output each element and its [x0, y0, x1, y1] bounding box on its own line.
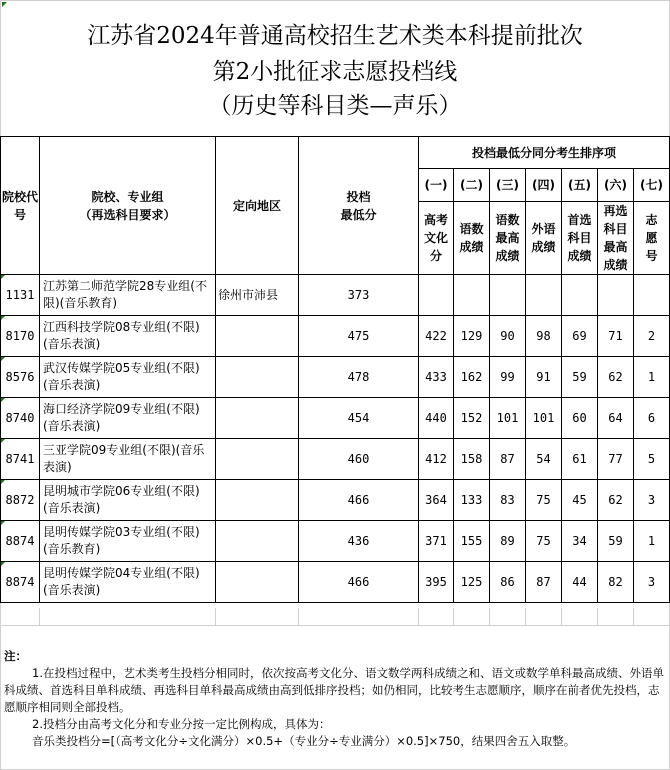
- score-table: [0, 136, 670, 603]
- header-min-score: [299, 137, 419, 275]
- cell-region: [216, 521, 299, 562]
- hdr-text: 高考: [423, 213, 448, 227]
- cell-t5: 45: [562, 480, 598, 521]
- cell-t1: 371: [419, 521, 454, 562]
- cell-code: [1, 398, 40, 439]
- hdr-text: 语数: [459, 222, 484, 236]
- hdr-text: 科目: [567, 231, 592, 245]
- cell-code: [1, 480, 40, 521]
- header-min-score-line1: 投档: [346, 189, 371, 204]
- header-tiebreak-6: (六): [598, 169, 634, 202]
- hdr-text: 成绩: [459, 240, 484, 254]
- cell-t5: 34: [562, 521, 598, 562]
- cell-code: [1, 275, 40, 316]
- cell-t4: 75: [526, 521, 562, 562]
- hdr-text: 成绩: [495, 249, 520, 263]
- header-code: [1, 137, 40, 275]
- header-tiebreak-3: (三): [490, 169, 526, 202]
- cell-t2: 152: [454, 398, 490, 439]
- cell-code: [1, 562, 40, 603]
- cell-t2: 158: [454, 439, 490, 480]
- notes-section: [4, 648, 668, 750]
- header-chinese-math-max: [490, 202, 526, 275]
- cell-t1: 395: [419, 562, 454, 603]
- cell-code: [1, 316, 40, 357]
- cell-min-score: 475: [299, 316, 419, 357]
- cell-t4: 98: [526, 316, 562, 357]
- title-line-1: 江苏省2024年普通高校招生艺术类本科提前批次: [87, 23, 583, 49]
- cell-min-score: 373: [299, 275, 419, 316]
- cell-t3: 86: [490, 562, 526, 603]
- cell-t1: 422: [419, 316, 454, 357]
- cell-t4: 87: [526, 562, 562, 603]
- cell-t7: 3: [634, 480, 670, 521]
- hdr-text: 外语: [531, 222, 556, 236]
- gridline: [453, 608, 454, 625]
- title-line-2: 第2小批征求志愿投档线: [212, 59, 458, 85]
- cell-t2: 125: [454, 562, 490, 603]
- cell-t6: 59: [598, 521, 634, 562]
- cell-group: 武汉传媒学院05专业组(不限)(音乐表演): [40, 357, 216, 398]
- gridline: [633, 608, 634, 625]
- notes-label: 注：: [4, 649, 27, 663]
- cell-t5: 61: [562, 439, 598, 480]
- header-region: 定向地区: [216, 137, 299, 275]
- header-tiebreak-1: (一): [419, 169, 454, 202]
- empty-grid-row: [0, 608, 669, 626]
- hdr-text: 号: [645, 249, 658, 263]
- cell-t5: [562, 275, 598, 316]
- cell-code: [1, 521, 40, 562]
- header-tiebreak-7: (七): [634, 169, 670, 202]
- header-preference-no: [634, 202, 670, 275]
- cell-t4: [526, 275, 562, 316]
- table-row: [1, 398, 670, 439]
- table-row: [1, 275, 670, 316]
- cell-t7: 2: [634, 316, 670, 357]
- cell-t6: 64: [598, 398, 634, 439]
- gridline: [215, 608, 216, 625]
- hdr-text: 愿: [645, 231, 658, 245]
- code-text: 8872: [5, 492, 35, 507]
- cell-t5: 44: [562, 562, 598, 603]
- cell-group: 昆明城市学院06专业组(不限)(音乐表演): [40, 480, 216, 521]
- cell-marker: [1, 480, 5, 484]
- cell-group: 昆明传媒学院03专业组(不限)(音乐教育): [40, 521, 216, 562]
- code-text: 8874: [5, 533, 35, 548]
- cell-t4: 75: [526, 480, 562, 521]
- table-row: [1, 357, 670, 398]
- hdr-text: 科目: [603, 222, 628, 236]
- page-title: [0, 0, 670, 136]
- cell-t5: 60: [562, 398, 598, 439]
- header-reselect-max: [598, 202, 634, 275]
- gridline: [39, 608, 40, 625]
- cell-group: 江苏第二师范学院28专业组(不限)(音乐教育): [40, 275, 216, 316]
- code-text: 8170: [5, 328, 35, 343]
- cell-t1: 364: [419, 480, 454, 521]
- cell-min-score: 436: [299, 521, 419, 562]
- code-text: 1131: [5, 287, 35, 302]
- cell-region: 徐州市沛县: [216, 275, 299, 316]
- cell-t6: 82: [598, 562, 634, 603]
- code-text: 8740: [5, 410, 35, 425]
- cell-marker: [1, 275, 5, 279]
- cell-group: 海口经济学院09专业组(不限)(音乐表演): [40, 398, 216, 439]
- cell-t4: 101: [526, 398, 562, 439]
- cell-t2: 129: [454, 316, 490, 357]
- cell-min-score: 454: [299, 398, 419, 439]
- cell-region: [216, 480, 299, 521]
- header-group-line2: （再选科目要求）: [79, 207, 176, 222]
- code-text: 8741: [5, 451, 35, 466]
- cell-t3: 90: [490, 316, 526, 357]
- note-1: 1.在投档过程中，艺术类考生投档分相同时，依次按高考文化分、语文数学两科成绩之和、语文或数学单科最高成绩、外语单科成绩、首选科目单科成绩、再选科目单科最高成绩由高到低排序投档；如仍相同，比较考生志愿顺序，顺序在前者优先投档，志愿顺序相同则全部投档。: [4, 666, 664, 714]
- gridline: [525, 608, 526, 625]
- cell-t6: 71: [598, 316, 634, 357]
- header-foreign-lang: [526, 202, 562, 275]
- cell-region: [216, 398, 299, 439]
- cell-min-score: 478: [299, 357, 419, 398]
- cell-t7: [634, 275, 670, 316]
- hdr-text: 首选: [567, 213, 592, 227]
- hdr-text: 成绩: [567, 249, 592, 263]
- hdr-text: 志: [645, 213, 658, 227]
- cell-t3: 101: [490, 398, 526, 439]
- header-tiebreak-4: (四): [526, 169, 562, 202]
- header-gaokao-score: [419, 202, 454, 275]
- gridline: [489, 608, 490, 625]
- cell-t2: [454, 275, 490, 316]
- cell-region: [216, 562, 299, 603]
- cell-t5: 69: [562, 316, 598, 357]
- cell-t1: 412: [419, 439, 454, 480]
- hdr-text: 语数: [495, 213, 520, 227]
- cell-marker: [1, 439, 5, 443]
- cell-t6: 62: [598, 480, 634, 521]
- cell-t5: 59: [562, 357, 598, 398]
- gridline: [418, 608, 419, 625]
- header-tiebreak-5: (五): [562, 169, 598, 202]
- cell-t3: 89: [490, 521, 526, 562]
- code-text: 8576: [5, 369, 35, 384]
- cell-t4: 54: [526, 439, 562, 480]
- cell-t7: 1: [634, 521, 670, 562]
- cell-group: 昆明传媒学院04专业组(不限)(音乐表演): [40, 562, 216, 603]
- header-first-subject: [562, 202, 598, 275]
- cell-code: [1, 439, 40, 480]
- cell-t2: 133: [454, 480, 490, 521]
- cell-min-score: 466: [299, 480, 419, 521]
- cell-marker: [1, 562, 5, 566]
- hdr-text: 成绩: [531, 240, 556, 254]
- table-row: [1, 521, 670, 562]
- hdr-text: 最高: [603, 240, 628, 254]
- header-tiebreak: 投档最低分同分考生排序项: [419, 137, 670, 169]
- cell-code: [1, 357, 40, 398]
- header-tiebreak-2: (二): [454, 169, 490, 202]
- cell-t7: 3: [634, 562, 670, 603]
- table-row: [1, 562, 670, 603]
- cell-t3: [490, 275, 526, 316]
- header-chinese-math: [454, 202, 490, 275]
- table-row: [1, 480, 670, 521]
- cell-group: 江西科技学院08专业组(不限)(音乐表演): [40, 316, 216, 357]
- note-2: 2.投档分由高考文化分和专业分按一定比例构成，具体为：: [32, 717, 331, 731]
- cell-t1: [419, 275, 454, 316]
- cell-region: [216, 357, 299, 398]
- cell-region: [216, 439, 299, 480]
- cell-region: [216, 316, 299, 357]
- cell-min-score: 466: [299, 562, 419, 603]
- header-group-line1: 院校、专业组: [91, 189, 164, 204]
- title-line-3: （历史等科目类—声乐）: [208, 93, 462, 119]
- gridline: [597, 608, 598, 625]
- cell-t1: 433: [419, 357, 454, 398]
- cell-marker: [1, 316, 5, 320]
- table-row: [1, 439, 670, 480]
- cell-t4: 91: [526, 357, 562, 398]
- cell-t7: 5: [634, 439, 670, 480]
- hdr-text: 成绩: [603, 258, 628, 272]
- cell-t6: 62: [598, 357, 634, 398]
- table-row: [1, 316, 670, 357]
- hdr-text: 再选: [603, 204, 628, 218]
- cell-t2: 162: [454, 357, 490, 398]
- gridline: [298, 608, 299, 625]
- note-formula: 音乐类投档分=[（高考文化分÷文化满分）×0.5+（专业分÷专业满分）×0.5]×750，结果四舍五入取整。: [32, 734, 576, 748]
- cell-group: 三亚学院09专业组(不限)(音乐表演): [40, 439, 216, 480]
- header-min-score-line2: 最低分: [340, 207, 377, 222]
- cell-t6: [598, 275, 634, 316]
- header-group: [40, 137, 216, 275]
- gridline: [561, 608, 562, 625]
- cell-min-score: 460: [299, 439, 419, 480]
- header-code-label: 院校代号: [1, 189, 38, 222]
- hdr-text: 分: [429, 249, 442, 263]
- cell-marker: [1, 357, 5, 361]
- cell-t3: 83: [490, 480, 526, 521]
- cell-marker: [1, 521, 5, 525]
- cell-t3: 87: [490, 439, 526, 480]
- cell-marker: [1, 398, 5, 402]
- cell-t7: 6: [634, 398, 670, 439]
- cell-t3: 99: [490, 357, 526, 398]
- hdr-text: 最高: [495, 231, 520, 245]
- hdr-text: 文化: [423, 231, 448, 245]
- cell-t6: 77: [598, 439, 634, 480]
- code-text: 8874: [5, 574, 35, 589]
- cell-t2: 155: [454, 521, 490, 562]
- cell-t7: 1: [634, 357, 670, 398]
- cell-t1: 440: [419, 398, 454, 439]
